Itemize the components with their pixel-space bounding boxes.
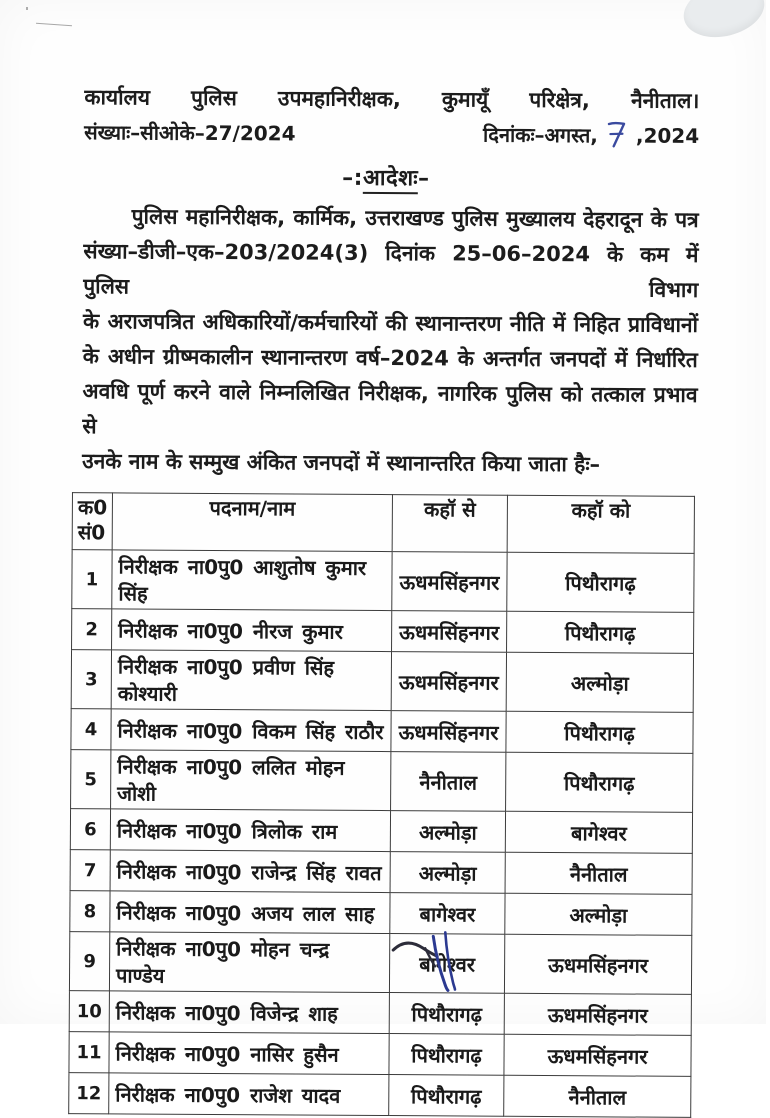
cell-name: निरीक्षक ना0पु0 ललित मोहन जोशी [111,750,391,811]
cell-from: पिथौरागढ़ [389,1034,504,1076]
table-row [69,1073,691,1118]
table-row [69,1032,691,1077]
cell-serial: 2 [72,609,112,650]
header-serial-line1: क0 [77,495,108,520]
header-to: कहॉ को [507,495,694,553]
reference-number: संख्याः–सीओके–27/2024 [84,120,296,146]
cell-name: निरीक्षक ना0पु0 मोहन चन्द्र पाण्डेय [109,932,389,993]
cell-from: ऊधमसिंहनगर [392,611,507,653]
cell-serial: 1 [72,550,112,609]
cell-from: पिथौरागढ़ [389,993,504,1035]
date-prefix: दिनांकः–अगस्त, [483,122,598,148]
paragraph-line: पुलिस महानिरीक्षक, कार्मिक, उत्तराखण्ड पुलिस मुख्यालय देहरादून के पत्र [131,204,699,232]
cell-serial: 6 [70,809,110,850]
paragraph-line: उनके नाम के सम्मुख अंकित जनपदों में स्थानान्तरित किया जाता हैः– [82,449,601,477]
header-serial-line2: सं0 [77,520,106,545]
office-word: कार्यालय [84,85,151,110]
table-row [70,891,692,936]
header-from: कहॉ से [392,495,507,553]
cell-from: बागेश्वर [390,893,505,935]
cell-from: अल्मोड़ा [390,852,505,894]
office-word: उपमहानिरीक्षक, [277,86,401,112]
table-row [69,932,691,995]
transfer-table [68,492,695,1118]
table-row [72,550,694,613]
order-heading-dash: –: [342,165,364,191]
cell-name: निरीक्षक ना0पु0 विकम सिंह राठौर [111,709,391,752]
cell-serial: 7 [70,850,110,891]
cell-to: नैनीताल [504,1075,691,1117]
cell-name: निरीक्षक ना0पु0 प्रवीण सिंह कोश्यारी [111,650,391,711]
cell-to: ऊधमसिंहनगर [504,1034,691,1076]
header-designation-name: पदनाम/नाम [112,493,392,552]
handwritten-day-digit [605,120,627,157]
cell-to: ऊधमसिंहनगर [504,993,691,1035]
cell-serial: 4 [71,709,111,750]
cell-to: अल्मोड़ा [506,652,693,712]
table-row [70,809,692,854]
order-heading-dash: – [418,166,430,192]
cell-from: पिथौरागढ़ [389,1075,504,1117]
date-line [483,120,699,157]
cell-to: पिथौरागढ़ [507,552,694,612]
cell-from: ऊधमसिंहनगर [392,552,507,612]
table-row [69,991,691,1036]
table-row [71,750,693,813]
cell-name: निरीक्षक ना0पु0 आशुतोष कुमार सिंह [112,550,392,611]
cell-name: निरीक्षक ना0पु0 अजय लाल साह [110,891,390,934]
office-word: कुमायूँ [441,87,489,112]
cell-serial: 3 [71,650,111,709]
handwritten-seven-ink [605,120,627,149]
office-word: परिक्षेत्र, [529,87,590,113]
cell-to: पिथौरागढ़ [506,711,693,753]
cell-name: निरीक्षक ना0पु0 राजेश यादव [109,1073,389,1116]
table-header-row [72,493,694,554]
header-serial-number [72,493,112,550]
cell-serial: 8 [70,891,110,932]
cell-from: बागेश्वर [389,934,504,994]
office-word: नैनीताल। [630,88,700,113]
cell-from: ऊधमसिंहनगर [391,711,506,753]
cell-serial: 12 [69,1073,109,1114]
cell-to: अल्मोड़ा [505,893,692,935]
table-row [71,650,693,713]
order-heading-title: आदेशः [363,166,418,194]
cell-to: ऊधमसिंहनगर [504,934,691,994]
paragraph-line: के अराजपत्रित अधिकारियों/कर्मचारियों की स्थानान्तरण नीति में निहित प्राविधानों [82,309,699,337]
cell-name: निरीक्षक ना0पु0 नीरज कुमार [112,609,392,652]
cell-to: पिथौरागढ़ [507,611,694,653]
table-row [72,609,694,654]
office-header-line [84,82,699,116]
cell-name: निरीक्षक ना0पु0 नासिर हुसैन [109,1032,389,1075]
date-suffix: ,2024 [635,123,700,148]
cell-serial: 9 [69,932,109,991]
paragraph-line: अवधि पूर्ण करने वाले निम्नलिखित निरीक्षक, नागरिक पुलिस को तत्काल प्रभाव से [82,379,698,439]
paragraph-line: के अधीन ग्रीष्मकालीन स्थानान्तरण वर्ष–2024 के अन्तर्गत जनपदों में निर्धारित [82,344,698,372]
cell-from: ऊधमसिंहनगर [391,652,506,712]
table-row [70,850,692,895]
order-paragraph [82,199,699,483]
cell-name: निरीक्षक ना0पु0 त्रिलोक राम [110,809,390,852]
cell-name: निरीक्षक ना0पु0 विजेन्द्र शाह [109,991,389,1034]
cell-to: नैनीताल [505,852,692,894]
cell-to: पिथौरागढ़ [506,752,693,812]
cell-name: निरीक्षक ना0पु0 राजेन्द्र सिंह रावत [110,850,390,893]
cell-from: नैनीताल [391,752,506,812]
order-heading [74,161,698,197]
cell-from: अल्मोड़ा [390,811,505,853]
table-row [71,709,693,754]
signature-ink-mark [387,918,478,1004]
cell-serial: 10 [69,991,109,1032]
reference-date-line [84,117,699,157]
cell-serial: 11 [69,1032,109,1073]
paragraph-line: संख्या–डीजी–एक–203/2024(3) दिनांक 25–06–2024 के कम में पुलिस विभाग [83,239,699,302]
office-word: पुलिस [191,85,237,111]
cell-serial: 5 [71,750,111,809]
cell-to: बागेश्वर [505,811,692,853]
